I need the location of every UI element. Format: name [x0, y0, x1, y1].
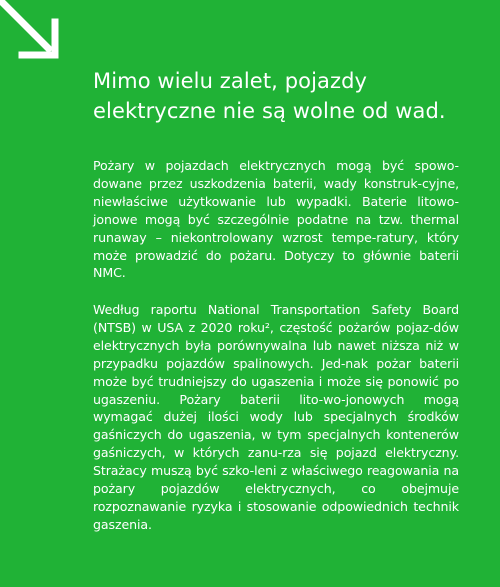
section-heading: Mimo wielu zalet, pojazdy elektryczne nie są wolne od wad.	[93, 69, 446, 123]
body-paragraph-ntsb-report: Według raportu National Transportation Safety Board (NTSB) w USA z 2020 roku², częstość pożarów pojaz-dów elektrycznych była porównywalna lub nawet niższa niż w przypadku pojazdów spalinowych. Jed-nak pożar baterii może być trudniejszy do ugaszenia i może się ponowić po ugaszeniu. Pożary baterii lito-wo-jonowych mogą wymagać dużej ilości wody lub specjalnych środków gaśniczych do ugaszenia, w tym specjalnych kontenerów gaśniczych, w których zanu-rza się pojazd elektryczny. Strażacy muszą być szko-leni z właściwego reagowania na pożary pojazdów elektrycznych, co obejmuje rozpoznawanie ryzyka i stosowanie odpowiednich technik gaszenia.	[93, 302, 459, 532]
arrow-down-right-icon	[0, 0, 62, 62]
body-paragraph-fires: Pożary w pojazdach elektrycznych mogą być spowo-dowane przez uszkodzenia baterii, wady konstruk-cyjne, niewłaściwe użytkowanie lub wypadki. Baterie litowo-jonowe mogą być szczególnie podatne na tzw. thermal runaway – niekontrolowany wzrost tempe-ratury, który może prowadzić do pożaru. Dotyczy to głównie baterii NMC.	[93, 158, 459, 281]
